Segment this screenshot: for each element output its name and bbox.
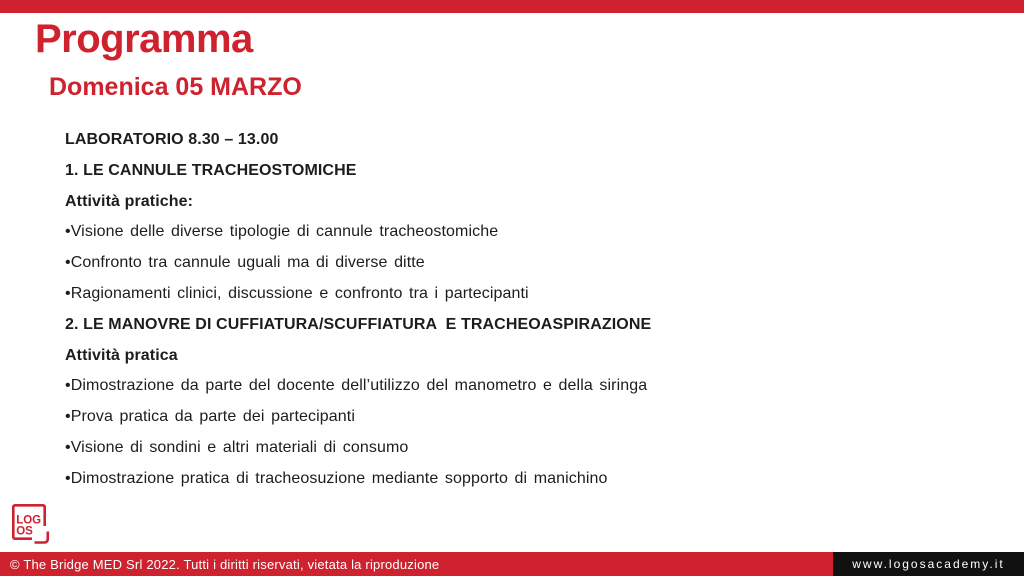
program-line-bullet: •Visione delle diverse tipologie di cannule tracheostomiche bbox=[65, 223, 499, 241]
program-line-bullet: •Confronto tra cannule uguali ma di diverse ditte bbox=[65, 254, 425, 272]
page-subtitle: Domenica 05 MARZO bbox=[49, 73, 302, 101]
program-line-activities-1: Attività pratiche: bbox=[65, 192, 194, 210]
logo-text-line1: LOG bbox=[16, 514, 42, 527]
program-line-activities-2: Attività pratica bbox=[65, 346, 178, 364]
top-accent-bar bbox=[0, 0, 1024, 13]
logo-text-line2: OS bbox=[16, 525, 33, 538]
program-line-bullet: •Dimostrazione da parte del docente dell’utilizzo del manometro e della siringa bbox=[65, 377, 648, 395]
website-link[interactable]: www.logosacademy.it bbox=[852, 557, 1005, 571]
program-line-section-1: 1. LE CANNULE TRACHEOSTOMICHE bbox=[65, 161, 357, 179]
program-line-lab-hours: LABORATORIO 8.30 – 13.00 bbox=[65, 131, 279, 148]
website-badge bbox=[833, 552, 1024, 576]
program-line-bullet: •Dimostrazione pratica di tracheosuzione mediante sopporto di manichino bbox=[65, 469, 608, 487]
footer-bar bbox=[0, 552, 833, 576]
program-line-bullet: •Prova pratica da parte dei partecipanti bbox=[65, 408, 355, 426]
program-line-bullet: •Ragionamenti clinici, discussione e confronto tra i partecipanti bbox=[65, 284, 529, 302]
page-title: Programma bbox=[35, 17, 253, 61]
program-line-bullet: •Visione di sondini e altri materiali di consumo bbox=[65, 438, 409, 456]
program-line-section-2: 2. LE MANOVRE DI CUFFIATURA/SCUFFIATURA E TRACHEOASPIRAZIONE bbox=[65, 315, 652, 333]
logos-logo bbox=[11, 503, 53, 549]
copyright-text: © The Bridge MED Srl 2022. Tutti i diritti riservati, vietata la riproduzione bbox=[10, 556, 440, 572]
program-list bbox=[65, 125, 825, 495]
